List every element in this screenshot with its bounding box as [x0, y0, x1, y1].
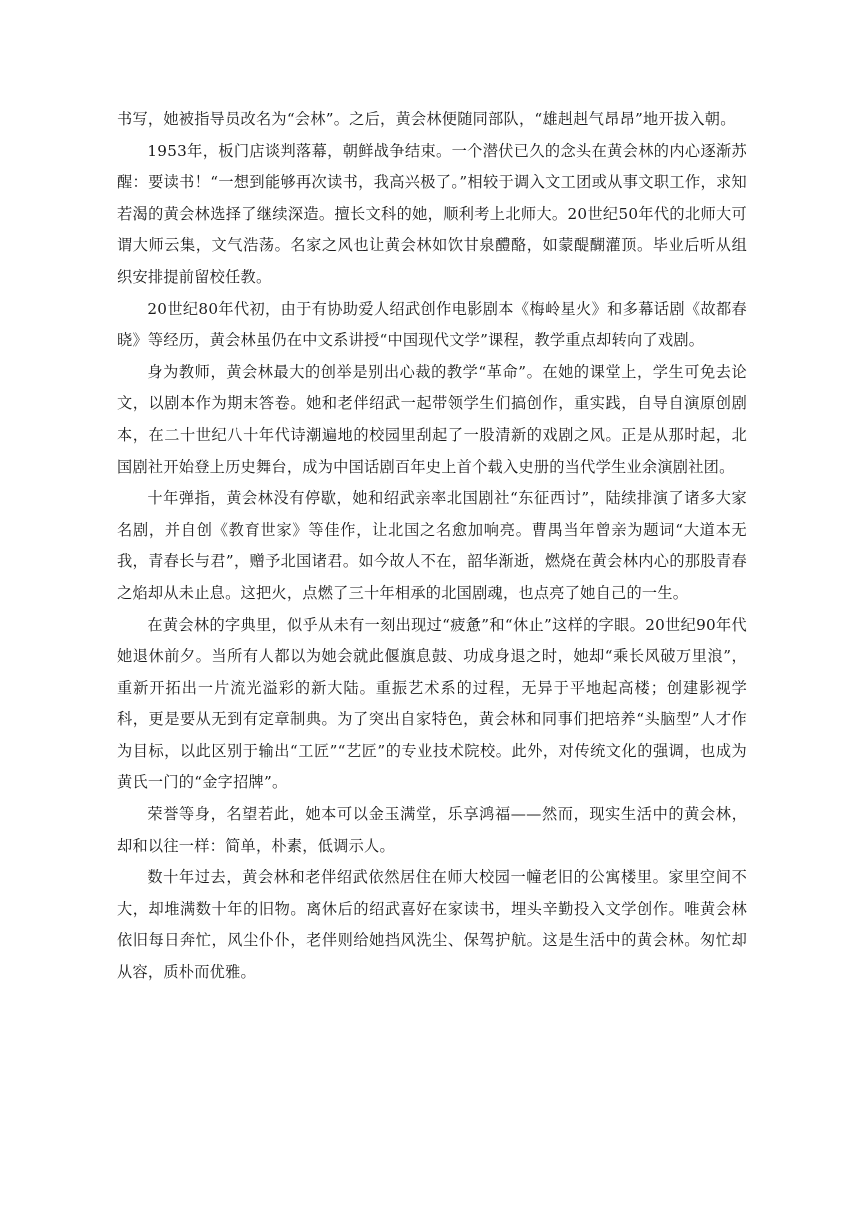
paragraph-5: 十年弹指，黄会林没有停歇，她和绍武亲率北国剧社“东征西讨”，陆续排演了诸多大家名剧，并自创《教育世家》等佳作，让北国之名愈加响亮。曹禺当年曾亲为题词“大道本无我，青春长与君”，赠予北国诸君。如今故人不在，韶华渐逝，燃烧在黄会林内心的那股青春之焰却从未止息。这把火，点燃了三十年相承的北国剧魂，也点亮了她自己的一生。 [117, 489, 747, 602]
paragraph-1: 书写，她被指导员改名为“会林”。之后，黄会林便随同部队，“雄赳赳气昂昂”地开拔入朝。 [117, 110, 736, 128]
article-body [117, 104, 747, 989]
paragraph-2: 1953年，板门店谈判落幕，朝鲜战争结束。一个潜伏已久的念头在黄会林的内心逐渐苏醒：要读书！“一想到能够再次读书，我高兴极了。”相较于调入文工团或从事文职工作，求知若渴的黄会林选择了继续深造。擅长文科的她，顺利考上北师大。20世纪50年代的北师大可谓大师云集，文气浩荡。名家之风也让黄会林如饮甘泉醴酪，如蒙醍醐灌顶。毕业后听从组织安排提前留校任教。 [117, 141, 747, 286]
paragraph-3: 20世纪80年代初，由于有协助爱人绍武创作电影剧本《梅岭星火》和多幕话剧《故都春晓》等经历，黄会林虽仍在中文系讲授“中国现代文学”课程，教学重点却转向了戏剧。 [117, 299, 747, 350]
paragraph-8: 数十年过去，黄会林和老伴绍武依然居住在师大校园一幢老旧的公寓楼里。家里空间不大，却堆满数十年的旧物。离休后的绍武喜好在家读书，埋头辛勤投入文学创作。唯黄会林依旧每日奔忙，风尘仆仆，老伴则给她挡风洗尘、保驾护航。这是生活中的黄会林。匆忙却从容，质朴而优雅。 [117, 868, 747, 982]
paragraph-4: 身为教师，黄会林最大的创举是别出心裁的教学“革命”。在她的课堂上，学生可免去论文，以剧本作为期末答卷。她和老伴绍武一起带领学生们搞创作，重实践，自导自演原创剧本，在二十世纪八十年代诗潮遍地的校园里刮起了一股清新的戏剧之风。正是从那时起，北国剧社开始登上历史舞台，成为中国话剧百年史上首个载入史册的当代学生业余演剧社团。 [117, 362, 747, 476]
paragraph-6: 在黄会林的字典里，似乎从未有一刻出现过“疲惫”和“休止”这样的字眼。20世纪90年代她退休前夕。当所有人都以为她会就此偃旗息鼓、功成身退之时，她却“乘长风破万里浪”，重新开拓出一片流光溢彩的新大陆。重振艺术系的过程，无异于平地起高楼；创建影视学科，更是要从无到有定章制典。为了突出自家特色，黄会林和同事们把培养“头脑型”人才作为目标，以此区别于输出“工匠”“艺匠”的专业技术院校。此外，对传统文化的强调，也成为黄氏一门的“金字招牌”。 [117, 615, 747, 792]
paragraph-7: 荣誉等身，名望若此，她本可以金玉满堂，乐享鸿福——然而，现实生活中的黄会林，却和以往一样：简单，朴素，低调示人。 [117, 805, 747, 855]
